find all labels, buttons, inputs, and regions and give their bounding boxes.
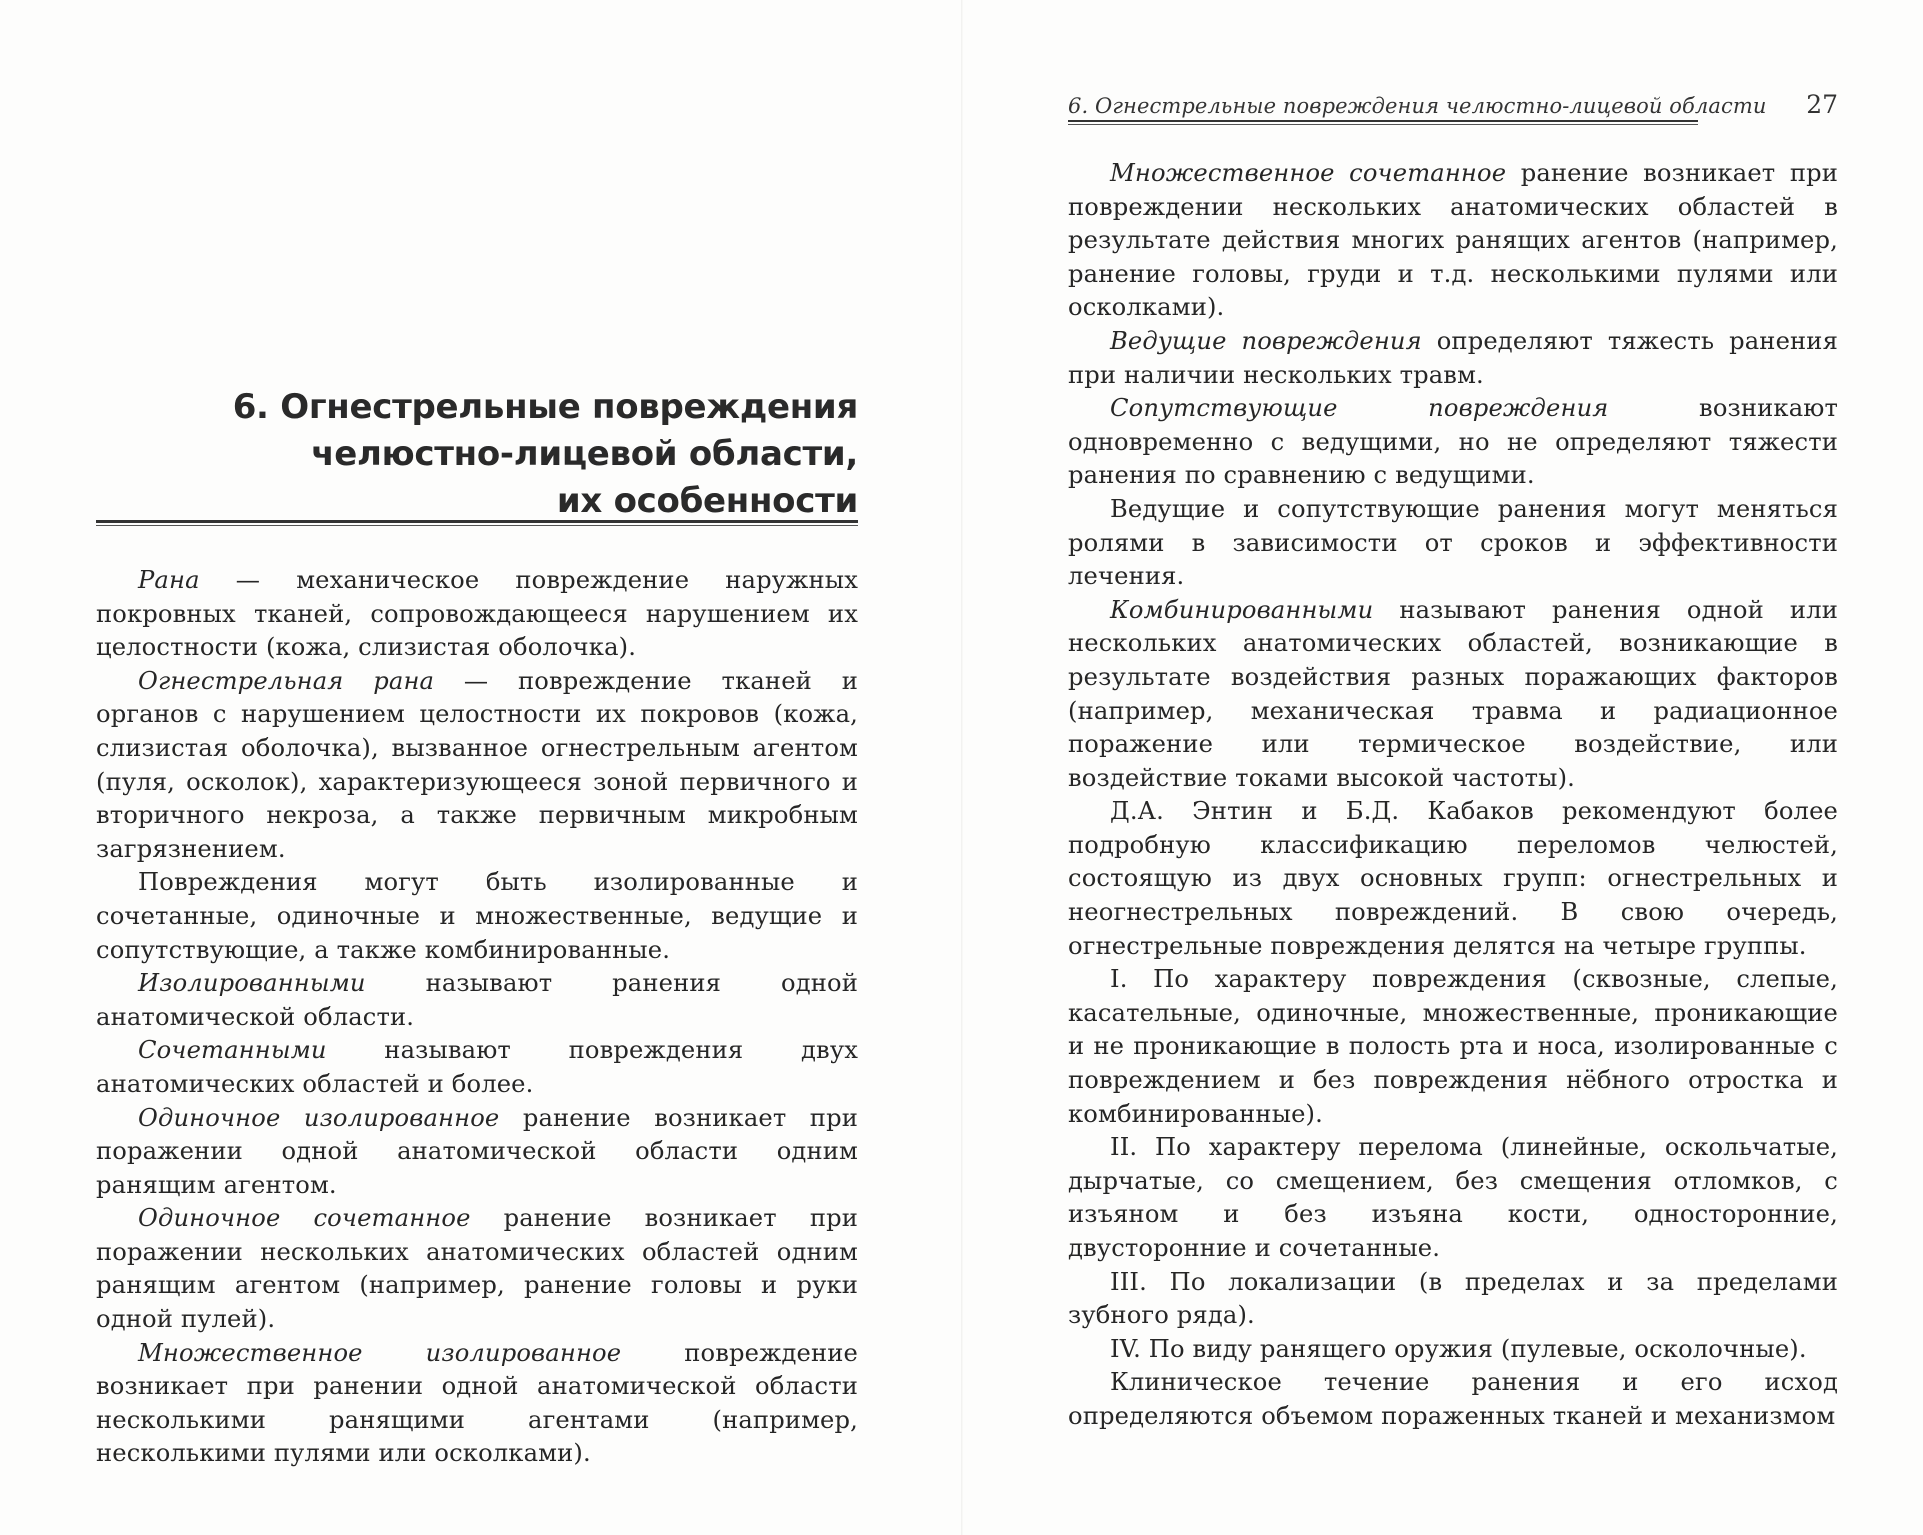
paragraph-text: II. По характеру перелома (линейные, оскольчатые, дырчатые, со смещением, без смещения отломков, с изъяном и без изъяна кости, односторонние, двусторонние и сочетанные. bbox=[1068, 1133, 1838, 1262]
paragraph-text: Клиническое течение ранения и его исход определяются объемом пораженных тканей и механизмом bbox=[1068, 1368, 1838, 1430]
paragraph-text: — повреждение тканей и органов с нарушением целостности их покровов (кожа, слизистая оболочка), вызванное огнестрельным агентом (пуля, осколок), характеризующееся зоной первичного и вторичного некроза, а также первичным микробным загрязнением. bbox=[96, 666, 858, 863]
paragraph bbox=[96, 1202, 858, 1336]
left-page-body bbox=[96, 564, 858, 1471]
paragraph-text: Повреждения могут быть изолированные и сочетанные, одиночные и множественные, ведущие и сопутствующие, а также комбинированные. bbox=[96, 868, 858, 964]
paragraph bbox=[96, 564, 858, 665]
paragraph-term: Одиночное изолированное bbox=[138, 1103, 500, 1132]
chapter-heading-line-1: 6. Огнестрельные повреждения bbox=[232, 387, 858, 427]
paragraph-term: Рана bbox=[138, 566, 200, 594]
paragraph-text: IV. По виду ранящего оружия (пулевые, осколочные). bbox=[1110, 1334, 1807, 1363]
paragraph bbox=[1068, 1333, 1838, 1367]
paragraph-text: Ведущие и сопутствующие ранения могут меняться ролями в зависимости от сроков и эффективности лечения. bbox=[1068, 494, 1838, 591]
paragraph-term: Множественное сочетанное bbox=[1110, 159, 1507, 187]
running-header-rule bbox=[1068, 120, 1698, 125]
paragraph bbox=[96, 1102, 858, 1203]
paragraph-term: Комбинированными bbox=[1110, 595, 1374, 624]
paragraph-text: называют ранения одной анатомической области. bbox=[96, 969, 858, 1031]
paragraph bbox=[96, 967, 858, 1034]
paragraph-term: Ведущие повреждения bbox=[1110, 326, 1422, 355]
paragraph bbox=[96, 866, 858, 967]
paragraph bbox=[1068, 1266, 1838, 1333]
paragraph bbox=[1068, 963, 1838, 1131]
chapter-heading-line-3: их особенности bbox=[556, 481, 858, 521]
paragraph-text: возникают одновременно с ведущими, но не определяют тяжести ранения по сравнению с ведущими. bbox=[1068, 394, 1838, 490]
paragraph-text: — механическое повреждение наружных покровных тканей, сопровождающееся нарушением их целостности (кожа, слизистая оболочка). bbox=[96, 566, 858, 662]
paragraph bbox=[1068, 157, 1838, 325]
paragraph-text: III. По локализации (в пределах и за пределами зубного ряда). bbox=[1068, 1267, 1838, 1330]
paragraph-term: Изолированными bbox=[138, 969, 366, 998]
paragraph bbox=[1068, 392, 1838, 493]
paragraph-term: Сочетанными bbox=[138, 1036, 327, 1065]
paragraph-text: называют ранения одной или нескольких анатомических областей, возникающие в результате воздействия разных поражающих факторов (например, механическая травма и радиационное поражение или термическое воздействие, или воздействие токами высокой частоты). bbox=[1068, 595, 1838, 792]
right-page-body bbox=[1068, 157, 1838, 1434]
paragraph bbox=[96, 665, 858, 867]
page-gutter bbox=[961, 0, 963, 1535]
paragraph bbox=[1068, 1131, 1838, 1265]
paragraph-text: Д.А. Энтин и Б.Д. Кабаков рекомендуют более подробную классификацию переломов челюстей, состоящую из двух основных групп: огнестрельных и неогнестрельных повреждений. В свою очередь, огнестрельные повреждения делятся на четыре группы. bbox=[1068, 797, 1838, 960]
paragraph-term: Одиночное сочетанное bbox=[138, 1204, 471, 1233]
chapter-heading-rule bbox=[96, 520, 858, 526]
left-page bbox=[96, 0, 858, 1535]
paragraph-term: Огнестрельная рана bbox=[138, 666, 435, 695]
chapter-heading-line-2: челюстно-лицевой области, bbox=[311, 434, 858, 474]
paragraph-text: I. По характеру повреждения (сквозные, слепые, касательные, одиночные, множественные, проникающие и не проникающие в полость рта и носа, изолированные с повреждением и без повреждения нёбного отростка и комбинированные). bbox=[1068, 965, 1838, 1128]
paragraph bbox=[96, 1337, 858, 1471]
running-title: 6. Огнестрельные повреждения челюстно-лицевой области bbox=[1068, 94, 1767, 118]
chapter-heading bbox=[96, 384, 858, 525]
paragraph-text: называют повреждения двух анатомических областей и более. bbox=[96, 1036, 858, 1098]
paragraph-term: Множественное изолированное bbox=[138, 1338, 622, 1367]
paragraph bbox=[1068, 795, 1838, 963]
paragraph bbox=[1068, 1366, 1838, 1433]
paragraph-text: ранение возникает при поражении нескольких анатомических областей одним ранящим агентом (например, ранение головы и руки одной пулей). bbox=[96, 1204, 858, 1334]
paragraph bbox=[1068, 325, 1838, 392]
paragraph-text: определяют тяжесть ранения при наличии нескольких травм. bbox=[1068, 326, 1838, 389]
page-number: 27 bbox=[1806, 90, 1838, 119]
paragraph-text: повреждение возникает при ранении одной анатомической области несколькими ранящими агентами (например, несколькими пулями или осколками). bbox=[96, 1338, 858, 1468]
paragraph bbox=[1068, 594, 1838, 796]
paragraph bbox=[96, 1034, 858, 1101]
paragraph-term: Сопутствующие повреждения bbox=[1110, 394, 1609, 423]
right-page bbox=[1068, 0, 1838, 1535]
paragraph-text: ранение возникает при повреждении нескольких анатомических областей в результате действия многих ранящих агентов (например, ранение головы, груди и т.д. несколькими пулями или осколками). bbox=[1068, 159, 1838, 322]
paragraph bbox=[1068, 493, 1838, 594]
paragraph-text: ранение возникает при поражении одной анатомической области одним ранящим агентом. bbox=[96, 1103, 858, 1199]
